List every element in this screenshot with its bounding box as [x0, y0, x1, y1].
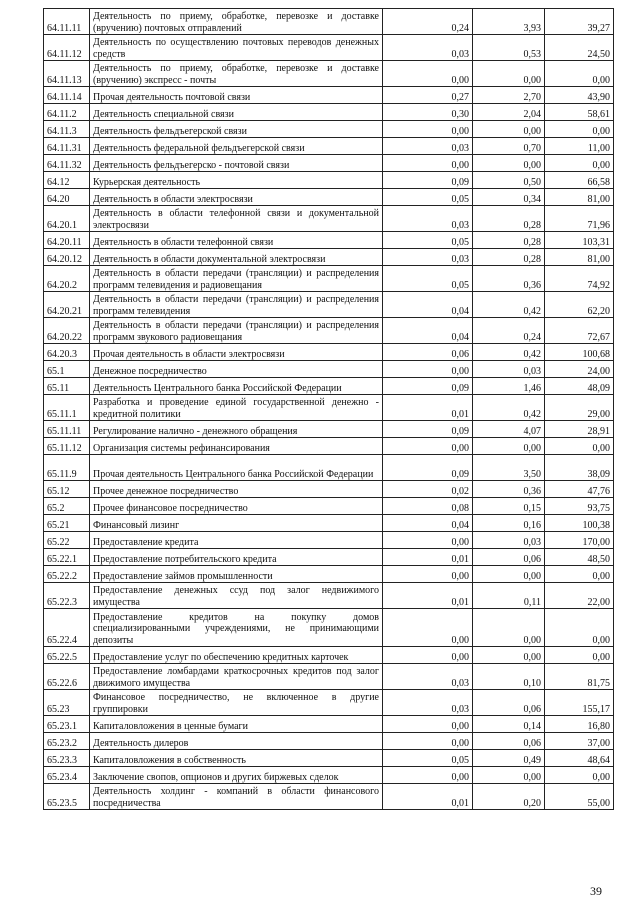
row-code: 64.20.12 [44, 249, 90, 266]
table-row [44, 9, 614, 35]
row-code: 65.1 [44, 361, 90, 378]
table-row [44, 292, 614, 318]
row-value-3: 24,50 [545, 35, 614, 61]
row-code: 64.20.21 [44, 292, 90, 318]
row-value-1: 0,03 [383, 206, 473, 232]
row-name: Деятельность фельдъегерско - почтовой связи [90, 155, 383, 172]
row-value-2: 0,42 [473, 292, 545, 318]
row-value-2: 0,03 [473, 532, 545, 549]
row-code: 64.11.12 [44, 35, 90, 61]
row-value-2: 0,06 [473, 549, 545, 566]
row-value-2: 0,42 [473, 344, 545, 361]
row-value-2: 0,00 [473, 609, 545, 647]
table-row [44, 690, 614, 716]
row-code: 65.22.6 [44, 664, 90, 690]
row-name: Деятельность в области электросвязи [90, 189, 383, 206]
table-row [44, 438, 614, 455]
row-value-3: 24,00 [545, 361, 614, 378]
row-value-1: 0,06 [383, 344, 473, 361]
row-name: Деятельность в области передачи (трансляции) и распределения программ телевидения и радиовещания [90, 266, 383, 292]
classifier-table [43, 8, 614, 810]
row-code: 65.2 [44, 498, 90, 515]
row-value-3: 93,75 [545, 498, 614, 515]
row-name: Заключение свопов, опционов и других биржевых сделок [90, 767, 383, 784]
row-name: Деятельность специальной связи [90, 104, 383, 121]
row-value-2: 0,00 [473, 121, 545, 138]
row-code: 65.11.11 [44, 421, 90, 438]
row-code: 64.11.14 [44, 87, 90, 104]
row-value-2: 0,00 [473, 61, 545, 87]
row-name: Прочая деятельность в области электросвязи [90, 344, 383, 361]
table-row [44, 249, 614, 266]
row-name: Деятельность в области телефонной связи и документальной электросвязи [90, 206, 383, 232]
row-code: 65.11.9 [44, 455, 90, 481]
table-row [44, 498, 614, 515]
row-name: Прочее денежное посредничество [90, 481, 383, 498]
table-row [44, 155, 614, 172]
row-value-1: 0,08 [383, 498, 473, 515]
row-value-3: 81,00 [545, 189, 614, 206]
row-name: Курьерская деятельность [90, 172, 383, 189]
row-value-2: 0,36 [473, 481, 545, 498]
row-code: 64.20.11 [44, 232, 90, 249]
row-value-3: 0,00 [545, 61, 614, 87]
table-body [44, 9, 614, 810]
row-value-3: 11,00 [545, 138, 614, 155]
row-value-1: 0,00 [383, 361, 473, 378]
row-value-3: 0,00 [545, 155, 614, 172]
row-code: 65.23.4 [44, 767, 90, 784]
row-value-3: 81,00 [545, 249, 614, 266]
row-code: 64.20.22 [44, 318, 90, 344]
row-value-2: 0,00 [473, 155, 545, 172]
row-value-3: 29,00 [545, 395, 614, 421]
row-name: Деятельность в области документальной электросвязи [90, 249, 383, 266]
row-value-2: 0,06 [473, 733, 545, 750]
table-row [44, 549, 614, 566]
row-code: 65.22.4 [44, 609, 90, 647]
row-value-1: 0,27 [383, 87, 473, 104]
row-name: Предоставление потребительского кредита [90, 549, 383, 566]
row-value-2: 0,28 [473, 249, 545, 266]
row-name: Прочая деятельность Центрального банка Российской Федерации [90, 455, 383, 481]
row-value-2: 0,70 [473, 138, 545, 155]
row-name: Капиталовложения в собственность [90, 750, 383, 767]
row-name: Предоставление кредитов на покупку домов специализированными учреждениями, не принимающими депозиты [90, 609, 383, 647]
row-value-1: 0,00 [383, 609, 473, 647]
row-code: 64.12 [44, 172, 90, 189]
row-value-3: 58,61 [545, 104, 614, 121]
row-name: Деятельность фельдъегерской связи [90, 121, 383, 138]
row-value-1: 0,01 [383, 583, 473, 609]
row-value-2: 0,00 [473, 647, 545, 664]
row-name: Деятельность по приему, обработке, перевозке и доставке (вручению) экспресс - почты [90, 61, 383, 87]
row-value-3: 48,64 [545, 750, 614, 767]
table-row [44, 767, 614, 784]
row-value-3: 0,00 [545, 438, 614, 455]
table-row [44, 87, 614, 104]
row-value-2: 0,36 [473, 266, 545, 292]
row-value-1: 0,00 [383, 733, 473, 750]
row-name: Финансовый лизинг [90, 515, 383, 532]
row-value-3: 16,80 [545, 716, 614, 733]
row-value-3: 66,58 [545, 172, 614, 189]
table-row [44, 583, 614, 609]
row-value-2: 0,00 [473, 438, 545, 455]
table-row [44, 266, 614, 292]
table-row [44, 421, 614, 438]
row-value-1: 0,05 [383, 266, 473, 292]
row-value-1: 0,02 [383, 481, 473, 498]
row-value-3: 155,17 [545, 690, 614, 716]
row-name: Предоставление займов промышленности [90, 566, 383, 583]
row-value-2: 0,00 [473, 566, 545, 583]
table-row [44, 532, 614, 549]
row-value-2: 0,11 [473, 583, 545, 609]
row-name: Деятельность по приему, обработке, перевозке и доставке (вручению) почтовых отправлений [90, 9, 383, 35]
row-value-3: 74,92 [545, 266, 614, 292]
row-value-2: 3,93 [473, 9, 545, 35]
row-name: Капиталовложения в ценные бумаги [90, 716, 383, 733]
row-code: 65.21 [44, 515, 90, 532]
row-value-1: 0,04 [383, 292, 473, 318]
row-value-1: 0,05 [383, 750, 473, 767]
row-code: 65.23.3 [44, 750, 90, 767]
row-value-3: 72,67 [545, 318, 614, 344]
row-value-3: 55,00 [545, 784, 614, 810]
row-value-3: 0,00 [545, 121, 614, 138]
table-row [44, 455, 614, 481]
row-code: 65.23 [44, 690, 90, 716]
row-name: Регулирование налично - денежного обращения [90, 421, 383, 438]
table-row [44, 515, 614, 532]
row-value-3: 22,00 [545, 583, 614, 609]
row-value-3: 38,09 [545, 455, 614, 481]
row-code: 65.22 [44, 532, 90, 549]
row-value-3: 103,31 [545, 232, 614, 249]
row-value-1: 0,09 [383, 421, 473, 438]
row-value-2: 0,24 [473, 318, 545, 344]
row-value-3: 0,00 [545, 609, 614, 647]
row-code: 64.11.31 [44, 138, 90, 155]
row-value-2: 0,50 [473, 172, 545, 189]
row-value-3: 0,00 [545, 647, 614, 664]
table-row [44, 121, 614, 138]
row-value-1: 0,03 [383, 249, 473, 266]
row-value-1: 0,03 [383, 664, 473, 690]
row-value-2: 2,04 [473, 104, 545, 121]
table-row [44, 344, 614, 361]
table-row [44, 481, 614, 498]
row-code: 65.22.1 [44, 549, 90, 566]
row-value-1: 0,00 [383, 767, 473, 784]
row-value-3: 37,00 [545, 733, 614, 750]
row-value-3: 81,75 [545, 664, 614, 690]
row-value-1: 0,04 [383, 515, 473, 532]
page-number: 39 [590, 884, 602, 898]
row-value-1: 0,03 [383, 138, 473, 155]
table-row [44, 395, 614, 421]
row-value-2: 0,14 [473, 716, 545, 733]
row-value-3: 48,50 [545, 549, 614, 566]
table-row [44, 378, 614, 395]
row-value-1: 0,00 [383, 716, 473, 733]
row-value-2: 1,46 [473, 378, 545, 395]
row-value-3: 48,09 [545, 378, 614, 395]
row-name: Деятельность в области передачи (трансляции) и распределения программ звукового радиовещания [90, 318, 383, 344]
table-row [44, 716, 614, 733]
row-name: Деятельность федеральной фельдъегерской связи [90, 138, 383, 155]
row-name: Денежное посредничество [90, 361, 383, 378]
row-value-3: 28,91 [545, 421, 614, 438]
row-code: 64.20.1 [44, 206, 90, 232]
row-code: 64.20.3 [44, 344, 90, 361]
row-value-2: 0,53 [473, 35, 545, 61]
row-value-2: 0,42 [473, 395, 545, 421]
row-code: 65.11.12 [44, 438, 90, 455]
row-name: Прочее финансовое посредничество [90, 498, 383, 515]
row-value-3: 39,27 [545, 9, 614, 35]
row-value-1: 0,03 [383, 35, 473, 61]
row-value-1: 0,01 [383, 395, 473, 421]
row-value-1: 0,05 [383, 232, 473, 249]
row-code: 64.11.13 [44, 61, 90, 87]
row-value-1: 0,09 [383, 172, 473, 189]
row-code: 64.20.2 [44, 266, 90, 292]
row-value-1: 0,01 [383, 784, 473, 810]
row-name: Разработка и проведение единой государственной денежно - кредитной политики [90, 395, 383, 421]
row-value-1: 0,03 [383, 690, 473, 716]
row-name: Предоставление кредита [90, 532, 383, 549]
row-name: Деятельность в области телефонной связи [90, 232, 383, 249]
row-code: 65.23.5 [44, 784, 90, 810]
row-name: Предоставление ломбардами краткосрочных кредитов под залог движимого имущества [90, 664, 383, 690]
row-value-1: 0,30 [383, 104, 473, 121]
row-value-2: 0,00 [473, 767, 545, 784]
row-code: 65.22.3 [44, 583, 90, 609]
table-row [44, 104, 614, 121]
row-value-2: 0,20 [473, 784, 545, 810]
row-code: 65.11 [44, 378, 90, 395]
row-value-1: 0,00 [383, 532, 473, 549]
row-code: 65.23.2 [44, 733, 90, 750]
row-value-1: 0,05 [383, 189, 473, 206]
row-value-3: 0,00 [545, 767, 614, 784]
row-code: 64.11.32 [44, 155, 90, 172]
row-value-1: 0,00 [383, 566, 473, 583]
row-value-2: 0,06 [473, 690, 545, 716]
row-value-3: 100,68 [545, 344, 614, 361]
row-value-2: 0,49 [473, 750, 545, 767]
row-value-3: 0,00 [545, 566, 614, 583]
row-code: 65.11.1 [44, 395, 90, 421]
table-row [44, 784, 614, 810]
row-name: Деятельность по осуществлению почтовых переводов денежных средств [90, 35, 383, 61]
row-code: 64.11.2 [44, 104, 90, 121]
table-row [44, 609, 614, 647]
row-code: 65.22.2 [44, 566, 90, 583]
row-value-2: 0,34 [473, 189, 545, 206]
row-name: Деятельность в области передачи (трансляции) и распределения программ телевидения [90, 292, 383, 318]
table-row [44, 35, 614, 61]
row-value-2: 0,28 [473, 232, 545, 249]
row-value-2: 2,70 [473, 87, 545, 104]
row-value-1: 0,00 [383, 61, 473, 87]
table-row [44, 61, 614, 87]
row-value-1: 0,24 [383, 9, 473, 35]
row-code: 64.20 [44, 189, 90, 206]
table-row [44, 647, 614, 664]
row-name: Предоставление услуг по обеспечению кредитных карточек [90, 647, 383, 664]
row-name: Деятельность дилеров [90, 733, 383, 750]
row-value-1: 0,04 [383, 318, 473, 344]
table-row [44, 566, 614, 583]
row-value-2: 4,07 [473, 421, 545, 438]
row-code: 65.23.1 [44, 716, 90, 733]
row-code: 65.22.5 [44, 647, 90, 664]
row-value-1: 0,00 [383, 155, 473, 172]
row-value-3: 47,76 [545, 481, 614, 498]
table-row [44, 733, 614, 750]
row-code: 65.12 [44, 481, 90, 498]
table-row [44, 318, 614, 344]
row-value-1: 0,00 [383, 438, 473, 455]
row-value-1: 0,09 [383, 455, 473, 481]
table-row [44, 189, 614, 206]
row-value-3: 62,20 [545, 292, 614, 318]
table-row [44, 361, 614, 378]
row-name: Предоставление денежных ссуд под залог недвижимого имущества [90, 583, 383, 609]
row-value-3: 43,90 [545, 87, 614, 104]
row-name: Организация системы рефинансирования [90, 438, 383, 455]
row-code: 64.11.11 [44, 9, 90, 35]
row-value-3: 170,00 [545, 532, 614, 549]
row-value-2: 3,50 [473, 455, 545, 481]
table-row [44, 206, 614, 232]
table-row [44, 172, 614, 189]
row-value-1: 0,09 [383, 378, 473, 395]
table-row [44, 664, 614, 690]
table-row [44, 138, 614, 155]
table-row [44, 750, 614, 767]
row-value-1: 0,00 [383, 121, 473, 138]
table-row [44, 232, 614, 249]
row-code: 64.11.3 [44, 121, 90, 138]
row-name: Деятельность Центрального банка Российской Федерации [90, 378, 383, 395]
row-value-2: 0,03 [473, 361, 545, 378]
row-value-3: 71,96 [545, 206, 614, 232]
row-name: Прочая деятельность почтовой связи [90, 87, 383, 104]
row-value-2: 0,10 [473, 664, 545, 690]
row-name: Деятельность холдинг - компаний в области финансового посредничества [90, 784, 383, 810]
row-name: Финансовое посредничество, не включенное в другие группировки [90, 690, 383, 716]
row-value-3: 100,38 [545, 515, 614, 532]
row-value-2: 0,16 [473, 515, 545, 532]
row-value-1: 0,00 [383, 647, 473, 664]
row-value-1: 0,01 [383, 549, 473, 566]
row-value-2: 0,15 [473, 498, 545, 515]
row-value-2: 0,28 [473, 206, 545, 232]
